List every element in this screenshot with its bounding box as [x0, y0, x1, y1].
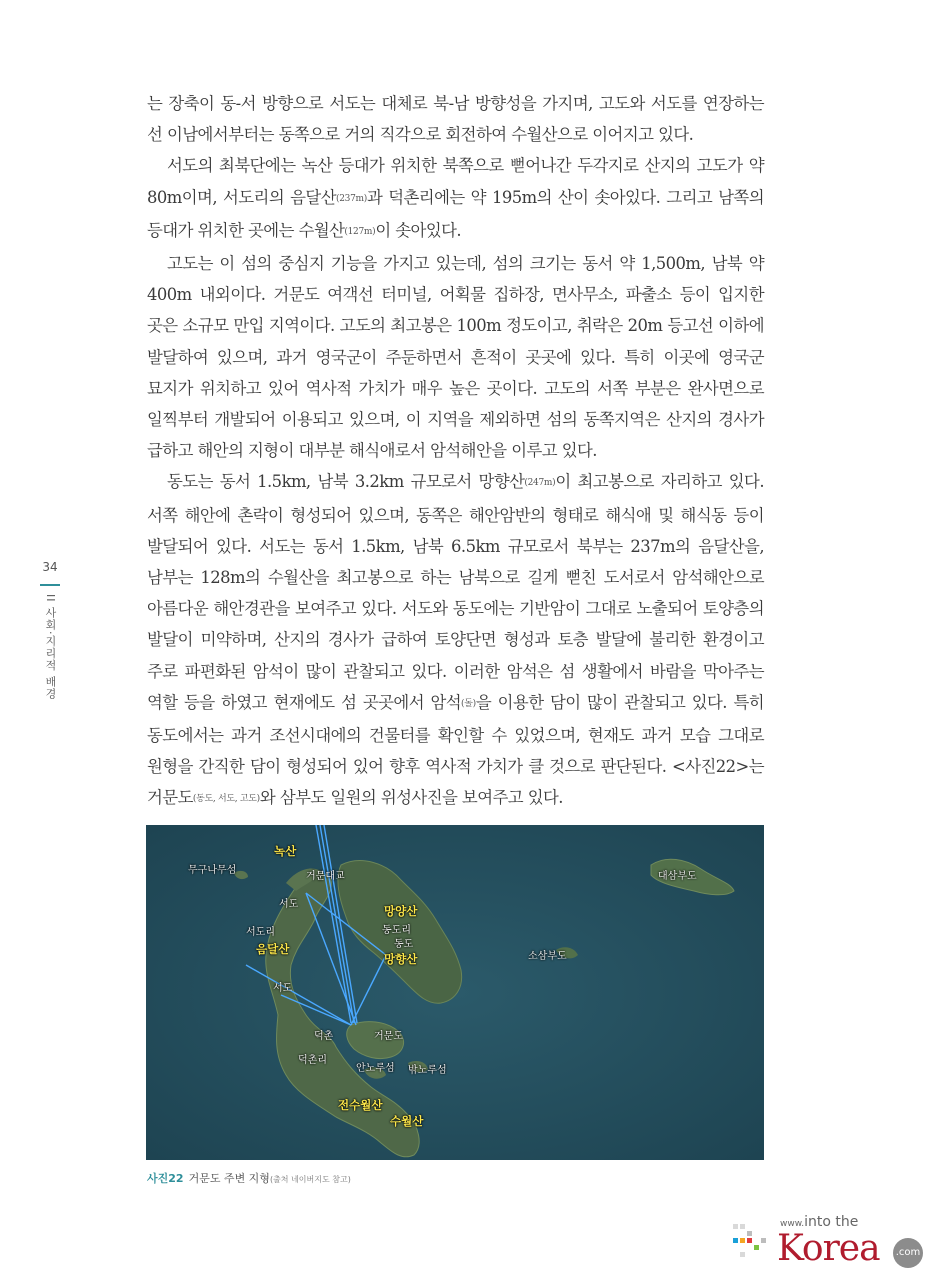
- logo-dotcom: .com: [893, 1238, 923, 1268]
- paragraph-4: 동도는 동서 1.5km, 남북 3.2km 규모로서 망향산$^{(247m)}$이 최고봉으로 자리하고 있다. 서쪽 해안에 촌락이 형성되어 있으며, 동쪽은 해안암반의 형태로 해식애 및 해식동 등이 발달되어 있다. 서도는 동서 1.5km, 남북 6.5km 규모로서 북부는 237m의 음달산을, 남부는 128m의 수월산을 최고봉으로 하는 남북으로 길게 뻗친 도서로서 암석해안으로 아름다운 해안경관을 보여주고 있다. 서도와 동도에는 기반암이 그대로 노출되어 토양층의 발달이 미약하며, 산지의 경사가 급하여 토양단면 형성과 토층 발달에 불리한 환경이고 주로 파편화된 암석이 많이 관찰되고 있다. 이러한 암석은 섬 생활에서 바람을 막아주는 역할 등을 하였고 현재에도 섬 곳곳에서 암석$^{(돌)}$을 이용한 담이 많이 관찰되고 있다. 특히 동도에서는 과거 조선시대에의 건물터를 확인할 수 있었으며, 현재도 과거 모습 그대로 원형을 간직한 담이 형성되어 있어 향후 역사적 가치가 클 것으로 판단된다. <사진22>는 거문도$^{(동도, 서도, 고도)}$와 삼부도 일원의 위성사진을 보여주고 있다.: [147, 472, 765, 808]
- label-sosambudo: 소삼부도: [528, 951, 567, 962]
- intothekorea-logo: [733, 1214, 923, 1276]
- label-eumdalsan: 음달산: [256, 942, 290, 956]
- label-batdorusum: 밖노루섬: [408, 1065, 447, 1076]
- side-divider: [40, 584, 60, 586]
- label-suwolsan: 수월산: [390, 1114, 424, 1128]
- label-mangyangsan: 망양산: [384, 904, 418, 918]
- label-seodori: 서도리: [246, 927, 275, 938]
- section-title: II 사회·지리적 배경: [44, 594, 57, 700]
- logo-url: www.into the: [780, 1214, 859, 1230]
- label-manghyangsan: 망향산: [384, 952, 418, 966]
- paragraph-3: 고도는 이 섬의 중심지 기능을 가지고 있는데, 섬의 크기는 동서 약 1,500m, 남북 약 400m 내외이다. 거문도 여객선 터미널, 어획물 집하장, 면사무소, 파출소 등이 입지한 곳은 소규모 만입 지역이다. 고도의 최고봉은 100m 정도이고, 취락은 20m 등고선 이하에 발달하여 있으며, 과거 영국군이 주둔하면서 흔적이 곳곳에 있다. 특히 이곳에 영국군 묘지가 위치하고 있어 역사적 가치가 매우 높은 곳이다. 고도의 서쪽 부분은 완사면으로 일찍부터 개발되어 이용되고 있으며, 이 지역을 제외하면 섬의 동쪽지역은 산지의 경사가 급하고 해안의 지형이 대부분 해식애로서 암석해안을 이루고 있다.: [147, 254, 764, 461]
- figure-caption: [147, 1170, 351, 1186]
- label-dongdori: 동도리: [382, 925, 411, 936]
- label-jeonsuwolsan: 전수월산: [338, 1098, 383, 1112]
- label-andorusum: 안노루섬: [356, 1063, 395, 1074]
- caption-number: 사진22: [147, 1172, 184, 1185]
- body-text: [147, 88, 764, 816]
- label-seodo-south: 서도: [273, 983, 293, 994]
- side-marker: [38, 560, 62, 704]
- label-seodo-north: 서도: [279, 899, 299, 910]
- label-deokchonri: 덕촌리: [298, 1055, 327, 1066]
- label-geomundaegyo: 거문대교: [306, 871, 345, 882]
- caption-source: (출처 네이버지도 참고): [269, 1175, 351, 1184]
- logo-brand: Korea: [777, 1228, 880, 1269]
- label-mugunamu: 무구나무섬: [188, 865, 237, 876]
- caption-text: 거문도 주변 지형: [188, 1172, 270, 1185]
- label-daesambudo: 대삼부도: [658, 871, 697, 882]
- paragraph-2: 서도의 최북단에는 녹산 등대가 위치한 북쪽으로 뻗어나간 두각지로 산지의 고도가 약 80m이며, 서도리의 음달산$^{(237m)}$과 덕촌리에는 약 195m의 산이 솟아있다. 그리고 남쪽의 등대가 위치한 곳에는 수월산$^{(127m)}$이 솟아있다.: [147, 156, 765, 240]
- label-geomundo: 거문도: [374, 1031, 403, 1042]
- label-noksan: 녹산: [274, 844, 297, 858]
- page-number: 34: [42, 560, 58, 574]
- logo-pixel-icon: [733, 1224, 738, 1229]
- paragraph-1: 는 장축이 동-서 방향으로 서도는 대체로 북-남 방향성을 가지며, 고도와 서도를 연장하는 선 이남에서부터는 동쪽으로 거의 직각으로 회전하여 수월산으로 이어지고 있다.: [147, 94, 764, 145]
- label-deokchon: 덕촌: [314, 1031, 334, 1042]
- satellite-photo: [146, 825, 764, 1160]
- label-dongdo: 동도: [394, 939, 414, 950]
